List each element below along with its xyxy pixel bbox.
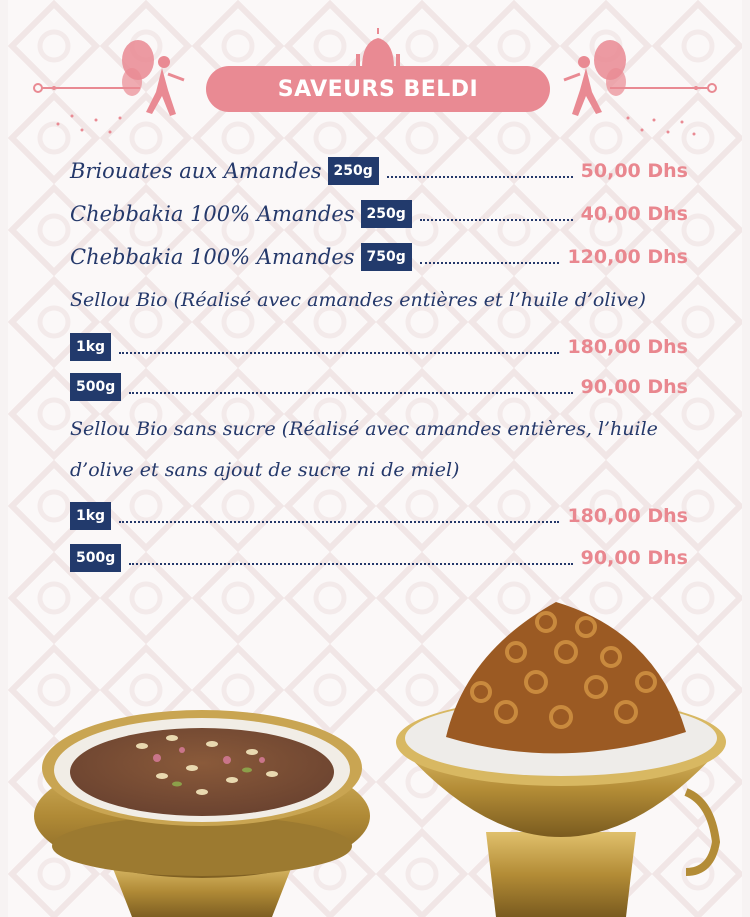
dot-leader	[119, 352, 559, 354]
item-price: 50,00 Dhs	[580, 160, 688, 182]
weight-badge: 250g	[328, 157, 379, 185]
item-price: 40,00 Dhs	[580, 203, 688, 225]
page-title: SAVEURS BELDI	[277, 76, 479, 102]
item-price: 90,00 Dhs	[580, 547, 688, 569]
header	[8, 20, 742, 140]
title-banner	[206, 66, 550, 112]
dot-leader	[420, 262, 560, 264]
dot-leader	[129, 563, 572, 565]
menu-page	[8, 0, 742, 917]
menu-item	[70, 329, 688, 365]
section-heading-continued: d’olive et sans ajout de sucre ni de miel)	[70, 459, 460, 481]
chebbakia-bowl-image	[386, 592, 736, 917]
item-price: 180,00 Dhs	[567, 505, 688, 527]
item-price: 120,00 Dhs	[567, 246, 688, 268]
sparkles-icon	[618, 110, 708, 140]
section-heading: Sellou Bio (Réalisé avec amandes entières et l’huile d’olive)	[70, 289, 646, 311]
wand-icon	[608, 78, 718, 98]
item-name: Briouates aux Amandes	[70, 159, 322, 183]
weight-badge: 500g	[70, 373, 121, 401]
menu-item	[70, 239, 688, 275]
sellou-bowl-image	[22, 696, 382, 917]
item-name: Chebbakia 100% Amandes	[70, 202, 355, 226]
menu-item	[70, 498, 688, 534]
weight-badge: 500g	[70, 544, 121, 572]
dot-leader	[129, 392, 572, 394]
menu-item	[70, 369, 688, 405]
menu-item	[70, 153, 688, 189]
menu-item	[70, 540, 688, 576]
sparkles-icon	[48, 110, 138, 140]
dot-leader	[387, 176, 573, 178]
item-price: 180,00 Dhs	[567, 336, 688, 358]
item-name: Chebbakia 100% Amandes	[70, 245, 355, 269]
weight-badge: 1kg	[70, 502, 111, 530]
dot-leader	[420, 219, 573, 221]
menu-item	[70, 196, 688, 232]
item-price: 90,00 Dhs	[580, 376, 688, 398]
weight-badge: 750g	[361, 243, 412, 271]
weight-badge: 1kg	[70, 333, 111, 361]
mosque-dome-icon	[354, 28, 402, 70]
weight-badge: 250g	[361, 200, 412, 228]
section-heading: Sellou Bio sans sucre (Réalisé avec amandes entières, l’huile	[70, 418, 658, 440]
dot-leader	[119, 521, 559, 523]
